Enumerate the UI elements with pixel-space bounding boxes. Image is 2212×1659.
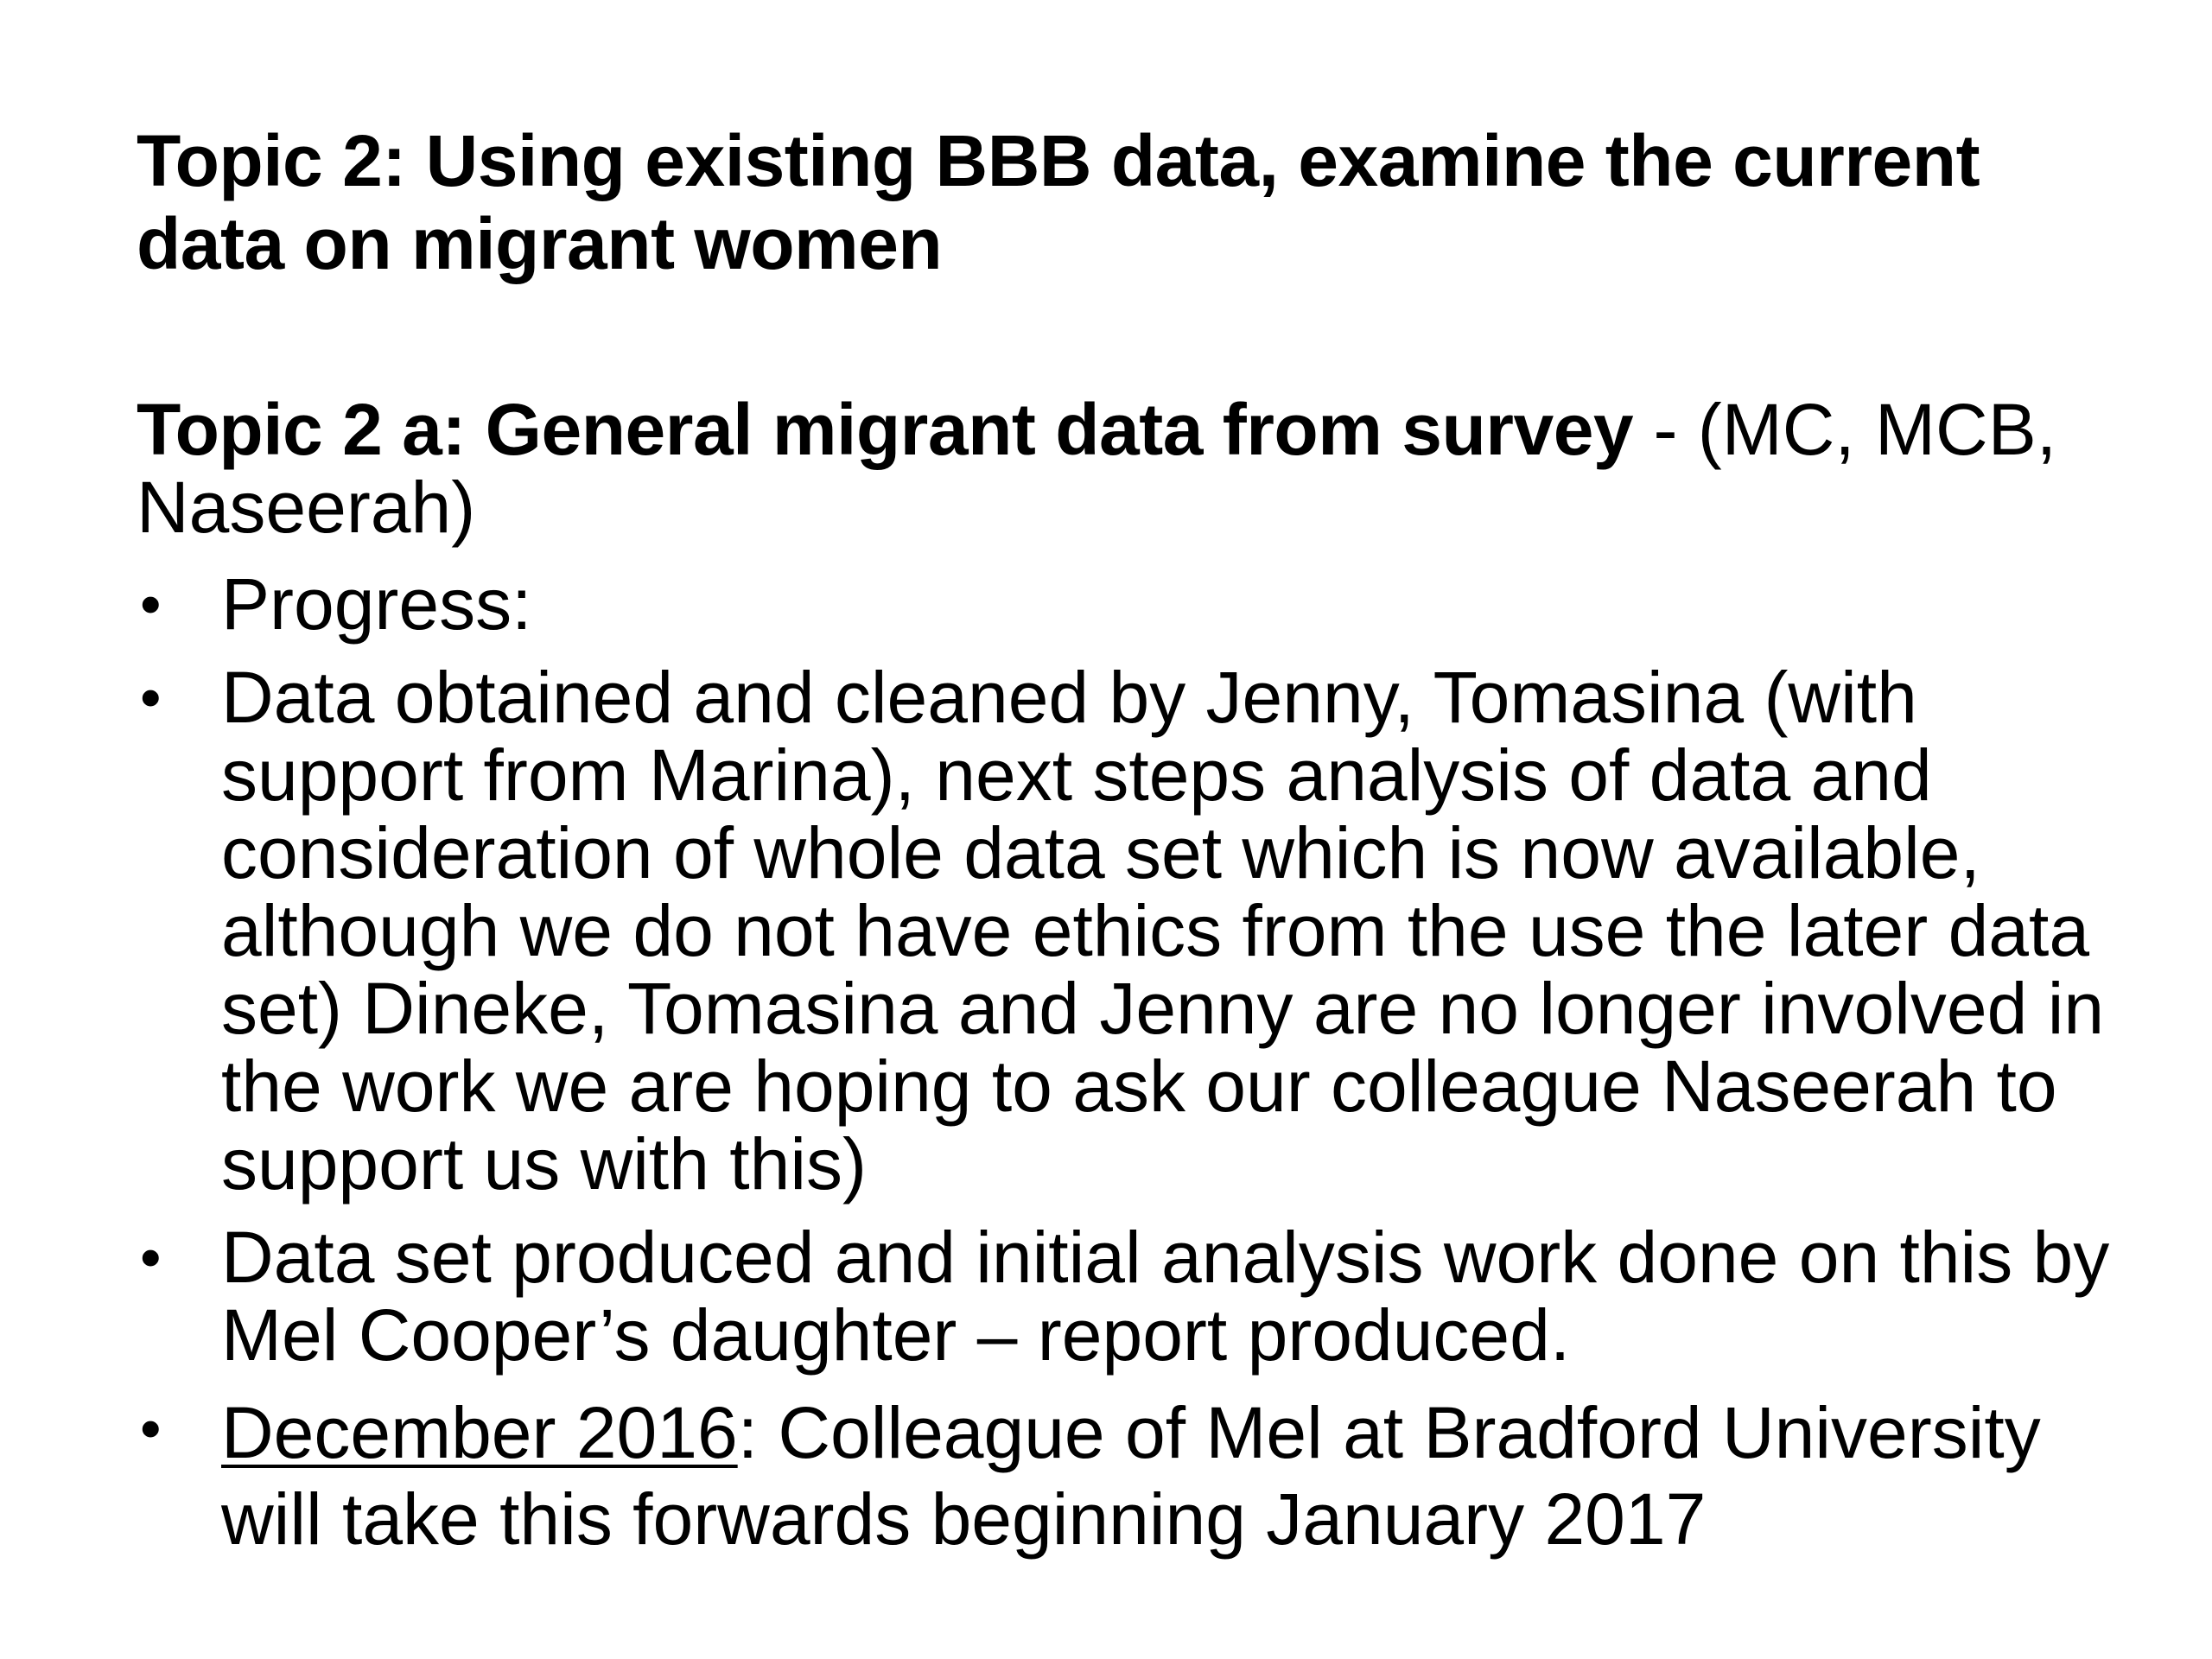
section-heading <box>137 391 2124 546</box>
bullet-item <box>137 1389 2124 1562</box>
bullet-list <box>137 565 2124 1578</box>
bullet-icon: • <box>140 1224 162 1291</box>
slide-title: Topic 2: Using existing BBB data, examine the current data on migrant women <box>137 120 1980 284</box>
bullet-icon: • <box>140 570 162 638</box>
bullet-text: Data set produced and initial analysis work done on this by Mel Cooper’s daughter – report produced. <box>221 1217 2110 1376</box>
bullet-icon: • <box>140 664 162 731</box>
bullet-item <box>137 565 2124 643</box>
bullet-icon: • <box>140 1395 162 1462</box>
bullet-date: December 2016 <box>221 1392 738 1473</box>
bullet-item <box>137 1218 2124 1374</box>
section-heading-owners: - (MC, MCB, Naseerah) <box>137 389 2057 548</box>
bullet-text: Progress: <box>221 563 532 645</box>
bullet-item <box>137 658 2124 1203</box>
bullet-text: : Colleague of Mel at Bradford University will take this forwards beginning January 2017 <box>221 1392 2041 1560</box>
bullet-text: Data obtained and cleaned by Jenny, Tomasina (with support from Marina), next steps analysis of data and consideration of whole data set which is now available, although we do not have ethics from the use the later data set) Dineke, Tomasina and Jenny are no longer involved in the work we are hoping to ask our colleague Naseerah to support us with this) <box>221 657 2105 1205</box>
section-heading-bold: Topic 2 a: General migrant data from survey <box>137 389 1634 470</box>
